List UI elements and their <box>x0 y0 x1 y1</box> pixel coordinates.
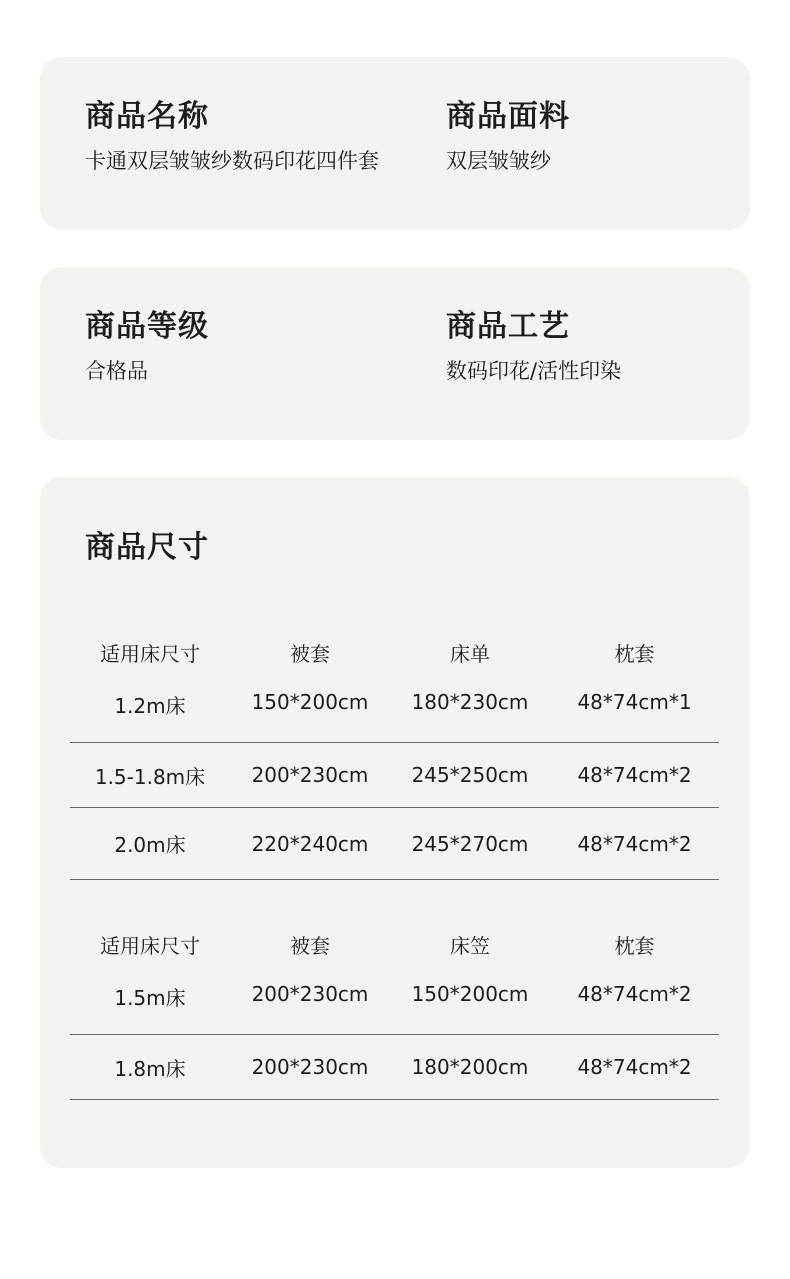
table-cell: 200*230cm <box>230 1035 390 1100</box>
product-fabric-label: 商品面料 <box>446 99 570 134</box>
table-header-row <box>70 930 719 982</box>
product-grade-label: 商品等级 <box>85 309 209 344</box>
header-quilt-cover: 被套 <box>290 642 330 666</box>
table-cell: 1.2m床 <box>70 690 230 743</box>
header-bed-size: 适用床尺寸 <box>100 934 200 958</box>
product-size-card <box>40 477 750 1168</box>
table-row <box>70 982 719 1035</box>
table-cell: 1.5-1.8m床 <box>70 743 230 808</box>
product-grade-field <box>85 309 209 383</box>
table-cell: 150*200cm <box>390 982 550 1035</box>
table-cell: 180*200cm <box>390 1035 550 1100</box>
product-name-field <box>85 99 379 173</box>
table-cell: 1.8m床 <box>70 1035 230 1100</box>
table-cell: 48*74cm*2 <box>550 743 719 808</box>
product-craft-label: 商品工艺 <box>446 309 570 344</box>
table-row <box>70 808 719 880</box>
size-table-fitted <box>70 930 719 1100</box>
table-cell: 48*74cm*2 <box>550 982 719 1035</box>
table-cell: 150*200cm <box>230 690 390 743</box>
table-cell: 220*240cm <box>230 808 390 880</box>
product-grade-card <box>40 267 750 440</box>
header-fitted-sheet: 床笠 <box>450 934 490 958</box>
table-cell: 200*230cm <box>230 743 390 808</box>
header-pillowcase: 枕套 <box>614 642 655 666</box>
table-row <box>70 1035 719 1100</box>
table-cell: 48*74cm*2 <box>550 1035 719 1100</box>
table-cell: 200*230cm <box>230 982 390 1035</box>
product-name-value: 卡通双层皱皱纱数码印花四件套 <box>85 149 379 173</box>
header-bed-sheet: 床单 <box>450 642 490 666</box>
size-title: 商品尺寸 <box>85 530 209 565</box>
product-fabric-field <box>446 99 570 173</box>
product-name-card <box>40 57 750 230</box>
size-table-sheet <box>70 638 719 880</box>
header-quilt-cover: 被套 <box>290 934 330 958</box>
table-header-row <box>70 638 719 690</box>
table-cell: 2.0m床 <box>70 808 230 880</box>
product-craft-value: 数码印花/活性印染 <box>446 359 622 383</box>
table-row <box>70 690 719 743</box>
table-cell: 180*230cm <box>390 690 550 743</box>
header-pillowcase: 枕套 <box>614 934 655 958</box>
product-craft-field <box>446 309 622 383</box>
table-row <box>70 743 719 808</box>
table-cell: 1.5m床 <box>70 982 230 1035</box>
product-grade-value: 合格品 <box>85 359 148 383</box>
product-fabric-value: 双层皱皱纱 <box>446 149 551 173</box>
table-cell: 48*74cm*2 <box>550 808 719 880</box>
table-cell: 245*250cm <box>390 743 550 808</box>
header-bed-size: 适用床尺寸 <box>100 642 200 666</box>
table-cell: 48*74cm*1 <box>550 690 719 743</box>
product-name-label: 商品名称 <box>85 99 209 134</box>
table-cell: 245*270cm <box>390 808 550 880</box>
